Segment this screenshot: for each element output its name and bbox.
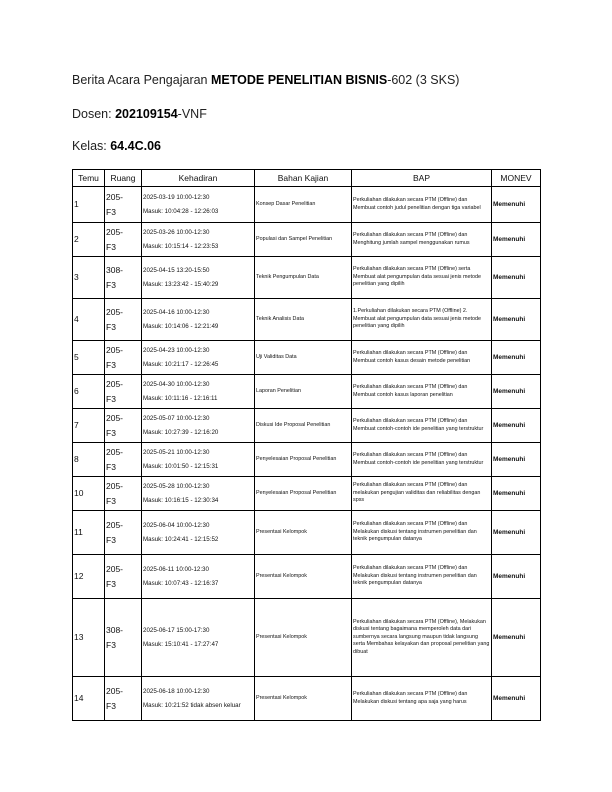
- cell-kehadiran: [142, 341, 255, 375]
- ruang-room: 205-: [106, 226, 124, 237]
- cell-bap: Perkuliahan dilakukan secara PTM (Offline) dan Membuat contoh-contoh ide penelitian yang terstruktur: [352, 443, 492, 477]
- ruang-room: 205-: [106, 563, 124, 574]
- jadwal-text: 2025-04-23 10:00-12:30: [143, 346, 210, 354]
- cell-ruang: [105, 677, 142, 721]
- masuk-text: Masuk: 10:16:15 - 12:30:34: [143, 496, 219, 504]
- ruang-room: 308-: [106, 624, 124, 635]
- table-header-row: [73, 170, 541, 187]
- masuk-text: Masuk: 10:11:16 - 12:16:11: [143, 394, 218, 402]
- jadwal-text: 2025-03-26 10:00-12:30: [143, 228, 210, 236]
- masuk-text: Masuk: 10:01:50 - 12:15:31: [143, 462, 219, 470]
- jadwal-text: 2025-06-04 10:00-12:30: [143, 521, 210, 529]
- cell-bahan-kajian: Populasi dan Sampel Penelitian: [255, 223, 352, 257]
- cell-temu: 2: [73, 223, 105, 257]
- cell-ruang: [105, 443, 142, 477]
- ruang-room: 205-: [106, 378, 124, 389]
- ruang-room: 308-: [106, 264, 124, 275]
- masuk-text: Masuk: 10:07:43 - 12:16:37: [143, 579, 219, 587]
- ruang-building: F3: [106, 279, 116, 290]
- ruang-room: 205-: [106, 306, 124, 317]
- ruang-building: F3: [106, 427, 116, 438]
- cell-bap: Perkuliahan dilakukan secara PTM (Offline) dan Melakukan diskusi tentang instrumen penelitian dan teknik pengumpulan datanya: [352, 511, 492, 555]
- cell-bap: 1.Perkuliahan dilakukan secara PTM (Offline) 2. Membuat alat pengumpulan data sesuai jenis metode penelitian yang dipilih: [352, 299, 492, 341]
- ruang-building: F3: [106, 534, 116, 545]
- cell-temu: 11: [73, 511, 105, 555]
- cell-bahan-kajian: Penyelesaian Proposal Penelitian: [255, 443, 352, 477]
- col-header-kehadiran: Kehadiran: [142, 170, 255, 187]
- ruang-building: F3: [106, 639, 116, 650]
- masuk-text: Masuk: 10:27:39 - 12:16:20: [143, 428, 219, 436]
- cell-temu: 8: [73, 443, 105, 477]
- col-header-bap: BAP: [352, 170, 492, 187]
- cell-bahan-kajian: Uji Validitas Data: [255, 341, 352, 375]
- cell-monev: Memenuhi: [492, 443, 541, 477]
- jadwal-text: 2025-05-21 10:00-12:30: [143, 448, 210, 456]
- kelas-label: Kelas:: [72, 139, 107, 153]
- table-row: [73, 341, 541, 375]
- kelas-value: 64.4C.06: [110, 139, 161, 153]
- cell-monev: Memenuhi: [492, 599, 541, 677]
- cell-kehadiran: [142, 555, 255, 599]
- masuk-text: Masuk: 13:23:42 - 15:40:29: [143, 280, 219, 288]
- cell-temu: 5: [73, 341, 105, 375]
- cell-bahan-kajian: Teknik Analisis Data: [255, 299, 352, 341]
- cell-bahan-kajian: Laporan Penelitian: [255, 375, 352, 409]
- jadwal-text: 2025-06-11 10:00-12:30: [143, 565, 209, 573]
- cell-bap: Perkuliahan dilakukan secara PTM (Offline) dan Menghitung jumlah sampel menggunakan rumus: [352, 223, 492, 257]
- cell-bap: Perkuliahan dilakukan secara PTM (Offline), Melakukan diskusi tentang bagaimana memperoleh data dari sumbernya secara langsung maupun tidak langsung serta Membahas kelayakan dan proposal penelitian yang dibuat: [352, 599, 492, 677]
- ruang-room: 205-: [106, 191, 124, 202]
- cell-monev: Memenuhi: [492, 187, 541, 223]
- dosen-code: 202109154: [115, 107, 178, 121]
- cell-monev: Memenuhi: [492, 511, 541, 555]
- cell-bahan-kajian: Teknik Pengumpulan Data: [255, 257, 352, 299]
- masuk-text: Masuk: 10:15:14 - 12:23:53: [143, 242, 219, 250]
- ruang-room: 205-: [106, 480, 124, 491]
- cell-kehadiran: [142, 409, 255, 443]
- cell-bahan-kajian: Presentasi Kelompok: [255, 511, 352, 555]
- cell-bap: Perkuliahan dilakukan secara PTM (Offline) dan melakukan pengujian validitas dan reliabilitas dengan spss: [352, 477, 492, 511]
- cell-temu: 7: [73, 409, 105, 443]
- cell-kehadiran: [142, 677, 255, 721]
- ruang-building: F3: [106, 393, 116, 404]
- cell-monev: Memenuhi: [492, 555, 541, 599]
- cell-ruang: [105, 375, 142, 409]
- cell-kehadiran: [142, 299, 255, 341]
- cell-temu: 4: [73, 299, 105, 341]
- kelas-line: [72, 139, 161, 153]
- dosen-label: Dosen:: [72, 107, 112, 121]
- cell-kehadiran: [142, 375, 255, 409]
- masuk-text: Masuk: 10:24:41 - 12:15:52: [143, 535, 219, 543]
- ruang-room: 205-: [106, 412, 124, 423]
- table-row: [73, 223, 541, 257]
- cell-bap: Perkuliahan dilakukan secara PTM (Offline) dan Membuat contoh kasus desain metode penelitian: [352, 341, 492, 375]
- cell-monev: Memenuhi: [492, 375, 541, 409]
- cell-bap: Perkuliahan dilakukan secara PTM (Offline) dan Melakukan diskusi tentang apa saja yang harus: [352, 677, 492, 721]
- cell-bahan-kajian: Presentasi Kelompok: [255, 677, 352, 721]
- col-header-monev: MONEV: [492, 170, 541, 187]
- cell-ruang: [105, 477, 142, 511]
- masuk-text: Masuk: 10:21:17 - 12:26:45: [143, 360, 219, 368]
- cell-bahan-kajian: Presentasi Kelompok: [255, 599, 352, 677]
- ruang-room: 205-: [106, 685, 124, 696]
- cell-ruang: [105, 599, 142, 677]
- cell-kehadiran: [142, 257, 255, 299]
- ruang-building: F3: [106, 321, 116, 332]
- jadwal-text: 2025-03-19 10:00-12:30: [143, 193, 210, 201]
- cell-kehadiran: [142, 599, 255, 677]
- cell-temu: 12: [73, 555, 105, 599]
- ruang-building: F3: [106, 578, 116, 589]
- ruang-building: F3: [106, 359, 116, 370]
- cell-bap: Perkuliahan dilakukan secara PTM (Offline) serta Membuat alat pengumpulan data sesuai jenis metode penelitian yang dipilih: [352, 257, 492, 299]
- cell-ruang: [105, 555, 142, 599]
- ruang-room: 205-: [106, 446, 124, 457]
- col-header-bahan-kajian: Bahan Kajian: [255, 170, 352, 187]
- cell-ruang: [105, 257, 142, 299]
- cell-kehadiran: [142, 187, 255, 223]
- ruang-building: F3: [106, 461, 116, 472]
- table-row: [73, 677, 541, 721]
- table-row: [73, 187, 541, 223]
- cell-bap: Perkuliahan dilakukan secara PTM (Offline) dan Melakukan diskusi tentang instrumen penelitian dan teknik pengumpulan datanya: [352, 555, 492, 599]
- cell-temu: 6: [73, 375, 105, 409]
- jadwal-text: 2025-06-17 15:00-17:30: [143, 626, 210, 634]
- cell-kehadiran: [142, 477, 255, 511]
- jadwal-text: 2025-05-28 10:00-12:30: [143, 482, 210, 490]
- table-row: [73, 555, 541, 599]
- jadwal-text: 2025-04-16 10:00-12:30: [143, 308, 210, 316]
- table-row: [73, 257, 541, 299]
- cell-ruang: [105, 341, 142, 375]
- table-row: [73, 443, 541, 477]
- table-row: [73, 375, 541, 409]
- cell-ruang: [105, 511, 142, 555]
- cell-monev: Memenuhi: [492, 409, 541, 443]
- cell-monev: Memenuhi: [492, 477, 541, 511]
- cell-temu: 1: [73, 187, 105, 223]
- jadwal-text: 2025-06-18 10:00-12:30: [143, 687, 210, 695]
- cell-monev: Memenuhi: [492, 257, 541, 299]
- col-header-ruang: Ruang: [105, 170, 142, 187]
- cell-bap: Perkuliahan dilakukan secara PTM (Offline) dan Membuat contoh kasus laporan penelitian: [352, 375, 492, 409]
- cell-monev: Memenuhi: [492, 677, 541, 721]
- masuk-text: Masuk: 15:10:41 - 17:27:47: [143, 640, 219, 648]
- dosen-suffix: -VNF: [177, 107, 207, 121]
- cell-ruang: [105, 223, 142, 257]
- table-row: [73, 477, 541, 511]
- cell-bahan-kajian: Penyelesaian Proposal Penelitian: [255, 477, 352, 511]
- ruang-building: F3: [106, 700, 116, 711]
- cell-temu: 13: [73, 599, 105, 677]
- masuk-text: Masuk: 10:04:28 - 12:26:03: [143, 207, 219, 215]
- cell-monev: Memenuhi: [492, 299, 541, 341]
- course-suffix: -602 (3 SKS): [387, 73, 460, 87]
- cell-ruang: [105, 187, 142, 223]
- ruang-building: F3: [106, 241, 116, 252]
- table-row: [73, 299, 541, 341]
- ruang-room: 205-: [106, 344, 124, 355]
- title-prefix: Berita Acara Pengajaran: [72, 73, 208, 87]
- cell-kehadiran: [142, 223, 255, 257]
- cell-ruang: [105, 409, 142, 443]
- cell-bap: Perkuliahan dilakukan secara PTM (Offline) dan Membuat contoh-contoh ide penelitian yang terstruktur: [352, 409, 492, 443]
- cell-temu: 14: [73, 677, 105, 721]
- masuk-text: Masuk: 10:14:06 - 12:21:49: [143, 322, 219, 330]
- table-row: [73, 511, 541, 555]
- course-name: METODE PENELITIAN BISNIS: [211, 73, 388, 87]
- cell-monev: Memenuhi: [492, 341, 541, 375]
- cell-kehadiran: [142, 511, 255, 555]
- cell-temu: 3: [73, 257, 105, 299]
- ruang-building: F3: [106, 495, 116, 506]
- cell-bap: Perkuliahan dilakukan secara PTM (Offline) dan Membuat contoh judul penelitian dengan tiga variabel: [352, 187, 492, 223]
- table-row: [73, 599, 541, 677]
- cell-kehadiran: [142, 443, 255, 477]
- cell-temu: 10: [73, 477, 105, 511]
- jadwal-text: 2025-05-07 10:00-12:30: [143, 414, 210, 422]
- cell-monev: Memenuhi: [492, 223, 541, 257]
- masuk-text: Masuk: 10:21:52 tidak absen keluar: [143, 701, 241, 709]
- jadwal-text: 2025-04-15 13:20-15:50: [143, 266, 210, 274]
- table-row: [73, 409, 541, 443]
- cell-ruang: [105, 299, 142, 341]
- ruang-building: F3: [106, 206, 116, 217]
- jadwal-text: 2025-04-30 10:00-12:30: [143, 380, 210, 388]
- cell-bahan-kajian: Konsep Dasar Penelitian: [255, 187, 352, 223]
- col-header-temu: Temu: [73, 170, 105, 187]
- document-title: [72, 73, 459, 87]
- dosen-line: [72, 107, 207, 121]
- attendance-table: [72, 169, 541, 721]
- ruang-room: 205-: [106, 519, 124, 530]
- cell-bahan-kajian: Diskusi Ide Proposal Penelitian: [255, 409, 352, 443]
- cell-bahan-kajian: Presentasi Kelompok: [255, 555, 352, 599]
